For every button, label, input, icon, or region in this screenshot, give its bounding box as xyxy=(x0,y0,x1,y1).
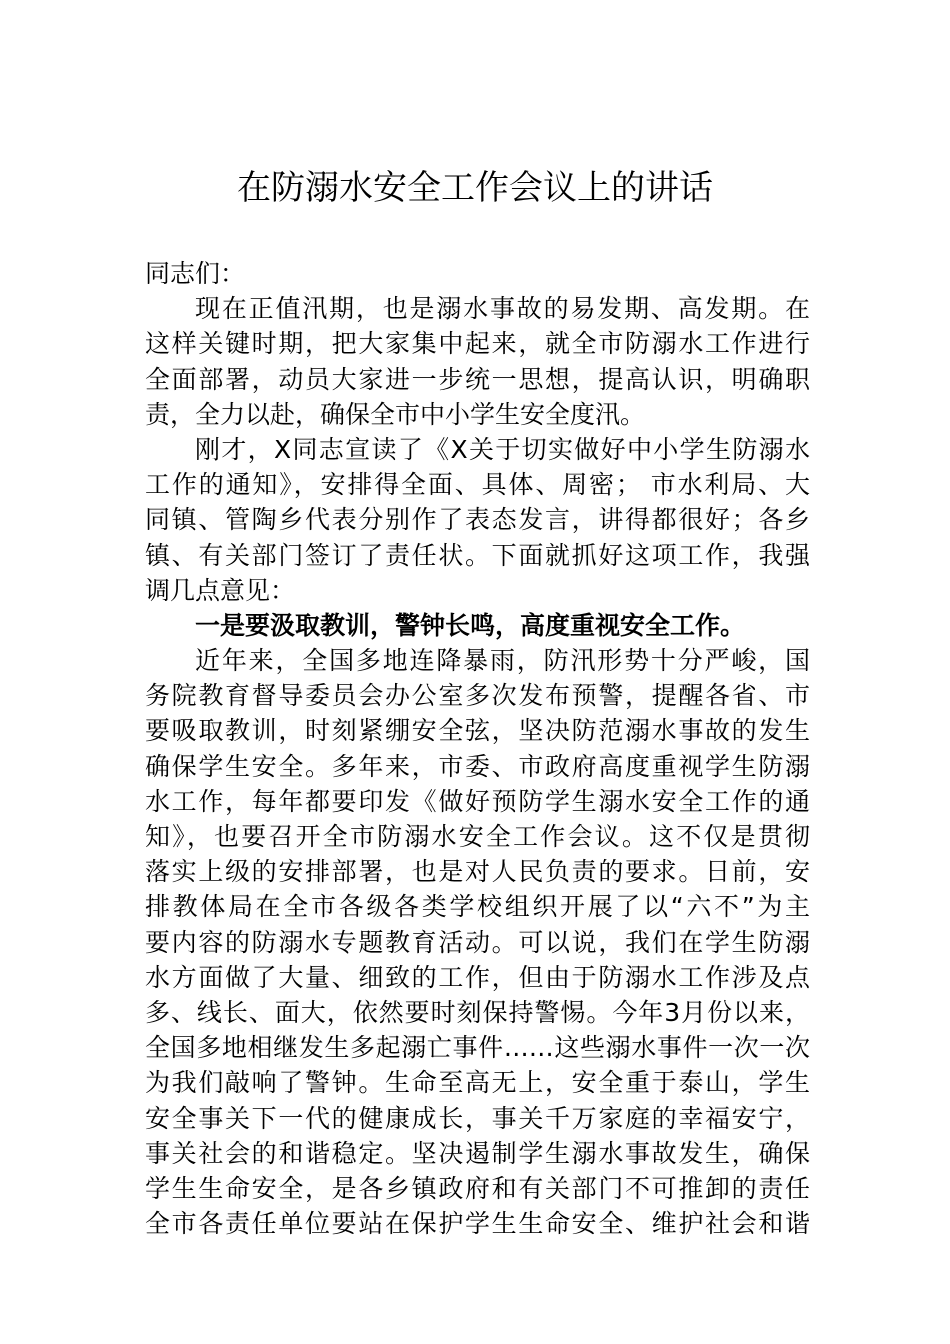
text-line: 务院教育督导委员会办公室多次发布预警，提醒各省、市 xyxy=(145,681,810,711)
text-line: 要内容的防溺水专题教育活动。可以说，我们在学生防溺 xyxy=(145,927,810,957)
text-line: 知》，也要召开全市防溺水安全工作会议。这不仅是贯彻 xyxy=(145,822,810,851)
text-line: 同镇、管陶乡代表分别作了表态发言，讲得都很好；各乡 xyxy=(145,505,810,535)
document-title: 在防溺水安全工作会议上的讲话 xyxy=(237,168,713,208)
text-line: 刚才，X同志宣读了《X关于切实做好中小学生防溺水 xyxy=(195,434,810,464)
text-line: 工作的通知》，安排得全面、具体、周密； 市水利局、大 xyxy=(145,470,810,500)
text-line: 安全事关下一代的健康成长，事关千万家庭的幸福安宁， xyxy=(145,1103,810,1133)
text-line: 现在正值汛期，也是溺水事故的易发期、高发期。在 xyxy=(195,294,810,324)
text-line: 全国多地相继发生多起溺亡事件……这些溺水事件一次一次 xyxy=(145,1033,810,1063)
text-line: 水方面做了大量、细致的工作，但由于防溺水工作涉及点 xyxy=(145,962,810,992)
text-line: 全市各责任单位要站在保护学生生命安全、维护社会和谐 xyxy=(145,1209,810,1239)
text-line: 事关社会的和谐稳定。坚决遏制学生溺水事故发生，确保 xyxy=(145,1138,810,1168)
text-line: 要吸取教训，时刻紧绷安全弦，坚决防范溺水事故的发生 xyxy=(145,716,810,746)
text-line: 排教体局在全市各级各类学校组织开展了以“六不”为主 xyxy=(145,892,810,922)
document-body xyxy=(145,256,810,1241)
section-heading-line: 一是要汲取教训，警钟长鸣，高度重视安全工作。 xyxy=(195,610,746,640)
text-line: 全面部署，动员大家进一步统一思想，提高认识，明确职 xyxy=(145,364,810,394)
text-line: 镇、有关部门签订了责任状。下面就抓好这项工作，我强 xyxy=(145,540,810,570)
text-line: 落实上级的安排部署，也是对人民负责的要求。日前，安 xyxy=(145,857,810,887)
text-line: 同志们： xyxy=(145,259,246,288)
text-line: 为我们敲响了警钟。生命至高无上，安全重于泰山，学生 xyxy=(145,1068,810,1098)
text-line: 这样关键时期，把大家集中起来，就全市防溺水工作进行 xyxy=(145,329,810,359)
text-line: 责，全力以赴，确保全市中小学生安全度汛。 xyxy=(145,399,646,429)
text-line: 学生生命安全，是各乡镇政府和有关部门不可推卸的责任 xyxy=(145,1173,810,1203)
text-line: 调几点意见： xyxy=(145,575,296,605)
text-line: 确保学生安全。多年来，市委、市政府高度重视学生防溺 xyxy=(145,751,810,781)
text-line: 多、线长、面大，依然要时刻保持警惕。今年3月份以来， xyxy=(145,997,810,1027)
text-line: 水工作，每年都要印发《做好预防学生溺水安全工作的通 xyxy=(145,786,810,816)
text-line: 近年来，全国多地连降暴雨，防汛形势十分严峻，国 xyxy=(195,646,810,676)
